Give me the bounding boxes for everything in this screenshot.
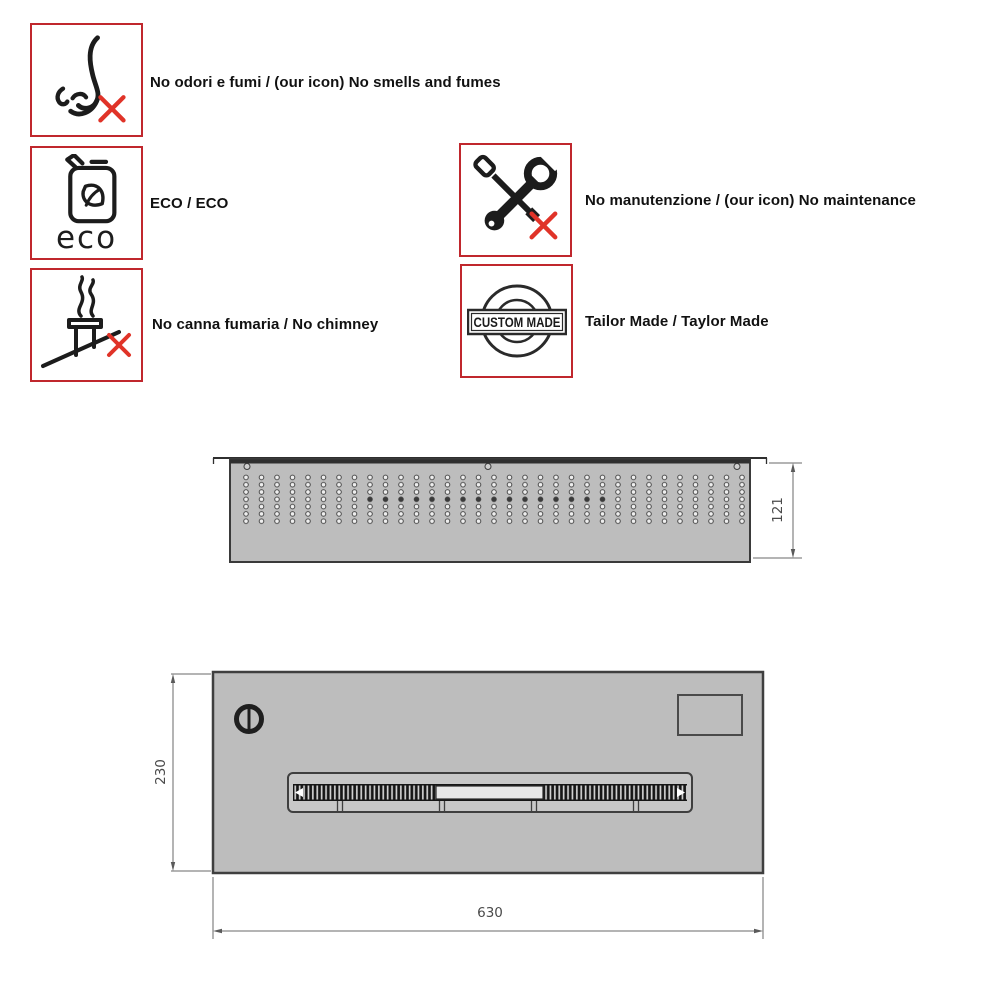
- burner-top-view-drawing: [145, 655, 845, 960]
- cross-icon: [100, 97, 123, 120]
- ignition-knob: [237, 707, 262, 732]
- burner-side-view-drawing: [205, 448, 825, 578]
- custom-made-stamp-icon: [467, 271, 567, 371]
- feature-label-eco: ECO / ECO: [150, 195, 229, 212]
- nose-icon: [39, 30, 135, 130]
- no-chimney-icon-box: [30, 268, 143, 382]
- slot-damper-slider: [436, 786, 543, 799]
- burner-slot: [288, 773, 692, 812]
- feature-label-no-maintenance: No manutenzione / (our icon) No maintenance: [585, 192, 916, 209]
- no-maintenance-icon-box: [459, 143, 572, 257]
- dimension-230-lines: [171, 674, 211, 871]
- cross-icon: [109, 335, 129, 355]
- eco-icon-box: [30, 146, 143, 260]
- cross-icon: [531, 214, 555, 238]
- custom-made-stamp-text: CUSTOM MADE: [473, 315, 560, 330]
- eco-icon-text: eco: [55, 220, 118, 256]
- custom-made-icon-box: [460, 264, 573, 378]
- no-smells-icon-box: [30, 23, 143, 137]
- wrench-screwdriver-icon: [467, 150, 565, 250]
- dimension-121: 121: [770, 497, 786, 523]
- feature-label-no-chimney: No canna fumaria / No chimney: [152, 316, 379, 333]
- dimension-630: 630: [477, 905, 503, 921]
- feature-label-tailor-made: Tailor Made / Taylor Made: [585, 313, 769, 330]
- dimension-230: 230: [153, 759, 169, 785]
- perforation-dark-row: [367, 496, 615, 504]
- chimney-icon: [37, 274, 137, 376]
- feature-label-no-smells: No odori e fumi / (our icon) No smells and fumes: [150, 74, 501, 91]
- eco-canister-icon: [49, 154, 125, 226]
